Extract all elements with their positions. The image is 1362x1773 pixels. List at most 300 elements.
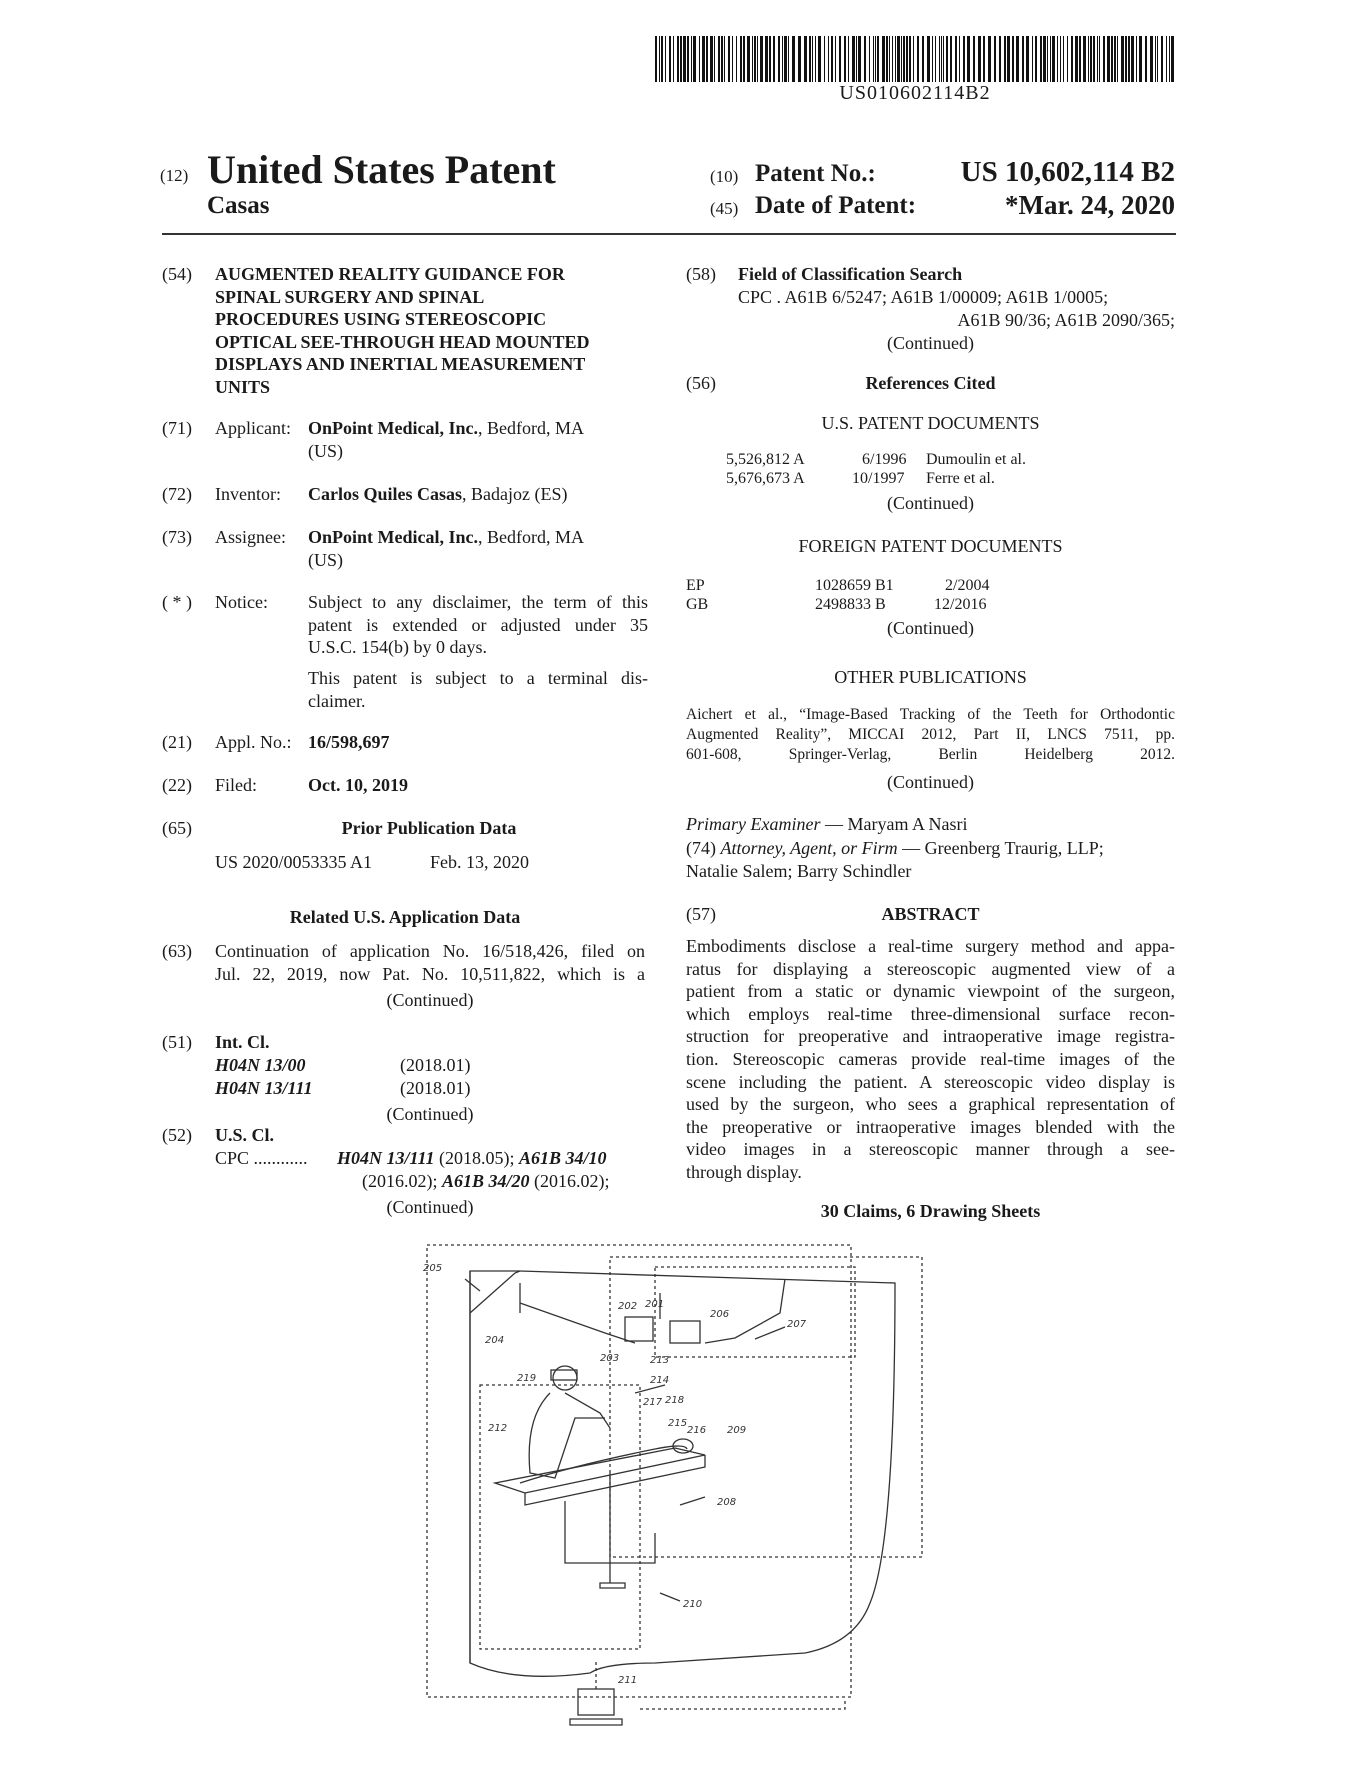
barcode-bar (718, 36, 720, 82)
ref-label: 216 (687, 1425, 707, 1436)
barcode-bar (922, 36, 924, 82)
title-line: SPINAL SURGERY AND SPINAL (215, 286, 485, 307)
abstract-line: ratus for displaying a stereoscopic augmented view of a (686, 958, 1175, 979)
inventor (308, 483, 567, 506)
keyboard (570, 1719, 622, 1725)
barcode-bar (1114, 36, 1116, 82)
barcode-bar (732, 36, 733, 82)
barcode-bar (1171, 36, 1174, 82)
abstract-line: the preoperative or intraoperative images blended with the (686, 1116, 1175, 1137)
barcode-bar (1117, 36, 1118, 82)
applicant-country: (US) (308, 441, 343, 461)
dashed-frame (427, 1245, 851, 1697)
foreign-doc-country: GB (686, 596, 709, 613)
barcode-bar (1004, 36, 1006, 82)
barcode-bar (897, 36, 900, 82)
date-of-patent: *Mar. 24, 2020 (1005, 190, 1175, 220)
barcode-bar (1128, 36, 1130, 82)
ref-label: 210 (683, 1599, 703, 1610)
barcode-bar (967, 36, 970, 82)
title-line: DISPLAYS AND INERTIAL MEASUREMENT (215, 354, 586, 374)
barcode-bar (798, 36, 801, 82)
notice-label: Notice: (215, 592, 268, 612)
applicant (308, 417, 584, 440)
primary-examiner (686, 813, 967, 836)
barcode-bar (724, 36, 725, 82)
abstract-text (686, 935, 1175, 1184)
ref-label: 208 (717, 1497, 737, 1508)
barcode-bar (1107, 36, 1110, 82)
examiner-name: — Maryam A Nasri (820, 814, 968, 834)
barcode-bar (1161, 36, 1163, 82)
barcode-bar (1012, 36, 1014, 82)
attorney-line: Natalie Salem; Barry Schindler (686, 861, 912, 881)
barcode-bar (1016, 36, 1019, 82)
code-73: (73) (162, 527, 192, 547)
barcode-bar (677, 36, 679, 82)
barcode-bar (1097, 36, 1098, 82)
assignee (308, 526, 584, 549)
monitor (578, 1689, 614, 1715)
barcode-bar (1043, 36, 1046, 82)
barcode-bar (935, 36, 936, 82)
surgeon-body (529, 1393, 605, 1478)
barcode-bar (901, 36, 902, 82)
abstract-line: which employs real-time three-dimensional surface recon- (686, 1003, 1175, 1024)
cpc-code: A61B 34/20 (442, 1171, 530, 1191)
inventor-location: , Badajoz (ES) (462, 484, 568, 504)
date-label: Date of Patent: (755, 192, 917, 219)
barcode-bar (773, 36, 775, 82)
applicant-label: Applicant: (215, 418, 291, 438)
barcode-bar (943, 36, 944, 82)
barcode-bar (999, 36, 1001, 82)
foreign-doc-number: 1028659 B1 (815, 577, 894, 594)
ref-label: 219 (517, 1373, 537, 1384)
terminal-line: claimer. (308, 690, 366, 711)
barcode-bar (665, 36, 666, 82)
continued-text: (Continued) (887, 772, 974, 792)
barcode-bar (721, 36, 723, 82)
abstract-line: Embodiments disclose a real-time surgery method and appa- (686, 936, 1175, 956)
barcode-bar (973, 36, 975, 82)
terminal-disclaimer (308, 667, 648, 712)
barcode-bar (743, 36, 745, 82)
barcode-bar (736, 36, 737, 82)
continued-text: (Continued) (887, 493, 974, 513)
barcode-bar (1093, 36, 1095, 82)
camera-left (625, 1317, 653, 1341)
barcode-bar (882, 36, 885, 82)
barcode-bar (728, 36, 730, 82)
abstract-line: video images in a stereoscopic manner through a see- (686, 1139, 1175, 1160)
barcode-bar (892, 36, 893, 82)
barcode-bar (1057, 36, 1058, 82)
signal-line (640, 1699, 845, 1709)
publication-number: US010602114B2 (839, 82, 991, 104)
attorney (686, 837, 1104, 860)
barcode-bar (983, 36, 985, 82)
title-line: PROCEDURES USING STEREOSCOPIC (215, 309, 547, 329)
barcode-bar (1040, 36, 1042, 82)
notice-line: U.S.C. 154(b) by 0 days. (308, 637, 487, 657)
prior-pub-heading: Prior Publication Data (341, 818, 517, 838)
barcode-bar (687, 36, 689, 82)
us-doc-date: 10/1997 (852, 470, 905, 487)
barcode-bar (889, 36, 890, 82)
barcode-bar (1083, 36, 1086, 82)
barcode-bar (804, 36, 807, 82)
barcode-bar (680, 36, 682, 82)
operating-table (495, 1448, 705, 1493)
code-notice: ( * ) (162, 592, 192, 612)
ref-label: 204 (485, 1335, 505, 1346)
code-74: (74) (686, 838, 716, 858)
barcode-bar (782, 36, 783, 82)
assignee-name: OnPoint Medical, Inc. (308, 527, 478, 547)
barcode-bar (655, 36, 657, 82)
barcode-bar (959, 36, 960, 82)
barcode-bar (844, 36, 846, 82)
barcode-bar (757, 36, 758, 82)
barcode-bar (848, 36, 849, 82)
barcode-bar (994, 36, 996, 82)
foreign-doc-date: 2/2004 (945, 577, 990, 594)
barcode-bar (1125, 36, 1127, 82)
barcode-bar (1169, 36, 1170, 82)
barcode-bar (946, 36, 948, 82)
foreign-docs-heading: FOREIGN PATENT DOCUMENTS (798, 536, 1063, 556)
barcode-bar (1090, 36, 1092, 82)
cpc-code: A61B 34/10 (519, 1148, 607, 1168)
barcode-bar (1150, 36, 1153, 82)
ref-label: 201 (645, 1299, 665, 1310)
cpc-year: (2018.05); (434, 1148, 520, 1168)
abstract-heading: ABSTRACT (881, 904, 980, 924)
barcode-bar (903, 36, 905, 82)
us-doc-number: 5,676,673 A (726, 470, 805, 487)
ref-label: 206 (710, 1309, 730, 1320)
other-pubs-line: Aichert et al., “Image-Based Tracking of the Teeth for Orthodontic (686, 706, 1175, 723)
table-side (525, 1455, 705, 1505)
barcode-bar (913, 36, 914, 82)
ref-label: 203 (600, 1353, 620, 1364)
camera-right (670, 1321, 700, 1343)
foreign-doc-country: EP (686, 577, 705, 594)
abstract-line: tion. Stereoscopic cameras provide real-time images of the (686, 1048, 1175, 1069)
barcode-bar (1052, 36, 1055, 82)
ref-label: 213 (650, 1355, 670, 1366)
barcode-bar (1157, 36, 1158, 82)
ref-label: 214 (650, 1375, 670, 1386)
barcode-bar (1075, 36, 1078, 82)
abstract-line: through display. (686, 1161, 802, 1182)
barcode-bar (1121, 36, 1124, 82)
barcode-bar (699, 36, 700, 82)
barcode-bar (917, 36, 919, 82)
barcode-bar (1145, 36, 1147, 82)
code-54: (54) (162, 264, 192, 284)
barcode-bar (1079, 36, 1081, 82)
applicant-location: , Bedford, MA (478, 418, 584, 438)
barcode-bar (1026, 36, 1029, 82)
applicant-name: OnPoint Medical, Inc. (308, 418, 478, 438)
abstract-line: patient from a static or dynamic viewpoint of the surgeon, (686, 981, 1175, 1002)
int-cl-code: H04N 13/111 (215, 1078, 313, 1098)
ref-label: 212 (488, 1423, 508, 1434)
field-line: CPC . A61B 6/5247; A61B 1/00009; A61B 1/0005; (738, 287, 1109, 307)
leader-line (755, 1327, 785, 1339)
barcode-bar (1047, 36, 1048, 82)
barcode-bar (1050, 36, 1051, 82)
terminal-line: This patent is subject to a terminal dis- (308, 668, 648, 688)
barcode-bar (932, 36, 933, 82)
barcode-bar (765, 36, 768, 82)
barcode-bar (1131, 36, 1134, 82)
code-56: (56) (686, 373, 716, 393)
code-45: (45) (710, 199, 739, 218)
barcode-bar (1136, 36, 1137, 82)
title-line: AUGMENTED REALITY GUIDANCE FOR (215, 264, 565, 284)
ref-label: 211 (618, 1675, 638, 1686)
barcode-bar (691, 36, 692, 82)
barcode-bar (812, 36, 813, 82)
cpc-year: (2016.02); (529, 1171, 610, 1191)
barcode-bar (852, 36, 855, 82)
barcode-bar (710, 36, 713, 82)
refs-heading: References Cited (865, 373, 996, 393)
ref-label: 207 (787, 1319, 807, 1330)
barcode-bar (669, 36, 671, 82)
ref-label: 209 (727, 1425, 747, 1436)
examiner-label: Primary Examiner (686, 814, 821, 834)
patent-no-label: Patent No.: (755, 160, 876, 187)
leader-line (660, 1593, 680, 1601)
abstract-line: scene including the patient. A stereoscopic video display is (686, 1071, 1175, 1092)
barcode-bar (828, 36, 829, 82)
filed-label: Filed: (215, 775, 258, 795)
notice-line: patent is extended or adjusted under 35 (308, 614, 648, 635)
int-cl-label: Int. Cl. (215, 1032, 270, 1052)
field-line: A61B 90/36; A61B 2090/365; (957, 310, 1175, 330)
barcode-bar (1060, 36, 1061, 82)
surgeon-arm (565, 1393, 610, 1428)
barcode-bar (754, 36, 756, 82)
continuation-text (215, 940, 645, 985)
barcode-bar (895, 36, 896, 82)
barcode-bar (747, 36, 750, 82)
us-cl-label: U.S. Cl. (215, 1125, 275, 1145)
barcode-bar (1111, 36, 1113, 82)
barcode-bar (706, 36, 708, 82)
barcode-bar (875, 36, 876, 82)
barcode-bar (818, 36, 821, 82)
barcode-bar (1007, 36, 1010, 82)
barcode-bar (809, 36, 811, 82)
code-10: (10) (710, 167, 739, 186)
barcode-bar (886, 36, 888, 82)
ref-label: 217 (643, 1397, 663, 1408)
code-51: (51) (162, 1032, 192, 1052)
barcode-bar (1032, 36, 1033, 82)
int-cl-code: H04N 13/00 (215, 1055, 306, 1075)
code-57: (57) (686, 904, 716, 924)
barcode-bar (714, 36, 715, 82)
barcode-bar (963, 36, 965, 82)
barcode-bar (740, 36, 742, 82)
barcode-bar (831, 36, 833, 82)
inventor-name: Carlos Quiles Casas (308, 484, 463, 504)
appl-no: 16/598,697 (308, 732, 390, 752)
barcode-bar (1067, 36, 1068, 82)
notice-line: Subject to any disclaimer, the term of this (308, 592, 648, 612)
barcode-bar (869, 36, 870, 82)
barcode-bar (873, 36, 874, 82)
cpc-year: (2016.02); (362, 1171, 442, 1191)
continued-text: (Continued) (887, 333, 974, 353)
ref-label: 202 (618, 1301, 638, 1312)
title-line: UNITS (215, 376, 271, 397)
us-doc-number: 5,526,812 A (726, 451, 805, 468)
abstract-line: used by the surgeon, who sees a graphical representation of (686, 1094, 1175, 1115)
barcode-bar (769, 36, 771, 82)
code-58: (58) (686, 264, 716, 284)
barcode-bar (1088, 36, 1089, 82)
us-doc-date: 6/1996 (862, 451, 907, 468)
attorney-label: Attorney, Agent, or Firm (720, 838, 898, 858)
barcode-bar (877, 36, 879, 82)
foreign-doc-date: 12/2016 (934, 596, 987, 613)
other-pubs-heading: OTHER PUBLICATIONS (834, 667, 1027, 687)
abstract-line: struction for preoperative and intraoperative image registra- (686, 1026, 1175, 1047)
continued-text: (Continued) (887, 618, 974, 638)
barcode-bar (906, 36, 908, 82)
field-heading: Field of Classification Search (738, 264, 963, 284)
patent-no: US 10,602,114 B2 (960, 156, 1175, 188)
barcode-bar (1155, 36, 1156, 82)
barcode-bar (824, 36, 825, 82)
barcode-bar (659, 36, 660, 82)
continuation-line: Continuation of application No. 16/518,426, filed on (215, 941, 645, 961)
barcode-bar (909, 36, 911, 82)
barcode-bar (1022, 36, 1024, 82)
code-22: (22) (162, 775, 192, 795)
invention-title (215, 263, 655, 398)
barcode-bar (673, 36, 674, 82)
code-12: (12) (160, 166, 189, 185)
cpc-line-2 (362, 1170, 610, 1193)
barcode-bar (1063, 36, 1064, 82)
us-doc-name: Ferre et al. (926, 470, 995, 487)
us-docs-heading: U.S. PATENT DOCUMENTS (821, 413, 1040, 433)
barcode-bar (784, 36, 787, 82)
prior-pub-no: US 2020/0053335 A1 (215, 852, 373, 872)
continuation-line: Jul. 22, 2019, now Pat. No. 10,511,822, which is a (215, 963, 645, 984)
barcode-bar (661, 36, 663, 82)
other-pubs-line: Augmented Reality”, MICCAI 2012, Part II, LNCS 7511, pp. (686, 726, 1175, 743)
continued-text: (Continued) (386, 990, 474, 1010)
barcode-bar (683, 36, 686, 82)
continued-text: (Continued) (386, 1197, 474, 1217)
barcode-bar (792, 36, 795, 82)
foreign-doc-number: 2498833 B (815, 596, 886, 613)
cpc-label: CPC ............ (215, 1148, 308, 1168)
prior-pub-date: Feb. 13, 2020 (430, 852, 529, 872)
barcode-bar (1103, 36, 1105, 82)
barcode-bar (864, 36, 866, 82)
barcode-bar (1166, 36, 1167, 82)
barcode-bar (1139, 36, 1142, 82)
barcode-bar (1099, 36, 1100, 82)
barcode (655, 36, 1175, 82)
barcode-bar (835, 36, 836, 82)
ceiling-edge (470, 1271, 520, 1313)
code-52: (52) (162, 1125, 192, 1145)
other-pubs-line: 601-608, Springer-Verlag, Berlin Heidelberg 2012. (686, 746, 1175, 763)
us-doc-name: Dumoulin et al. (926, 451, 1026, 468)
barcode-bar (978, 36, 981, 82)
assignee-location: , Bedford, MA (478, 527, 584, 547)
attorney-name: — Greenberg Traurig, LLP; (897, 838, 1104, 858)
barcode-bar (950, 36, 952, 82)
barcode-bar (778, 36, 780, 82)
code-71: (71) (162, 418, 192, 438)
inventor-short: Casas (207, 192, 270, 219)
filed-date: Oct. 10, 2019 (308, 775, 408, 795)
barcode-bar (939, 36, 940, 82)
title-line: OPTICAL SEE-THROUGH HEAD MOUNTED (215, 331, 590, 352)
code-21: (21) (162, 732, 192, 752)
leader-line (680, 1497, 705, 1505)
barcode-bar (858, 36, 861, 82)
barcode-bar (760, 36, 763, 82)
barcode-bar (752, 36, 753, 82)
representative-figure (425, 1243, 925, 1733)
ref-label: 215 (668, 1418, 688, 1429)
barcode-bar (927, 36, 930, 82)
appl-label: Appl. No.: (215, 732, 292, 752)
int-cl-year: (2018.01) (400, 1055, 471, 1075)
document-title: United States Patent (207, 147, 556, 192)
barcode-bar (788, 36, 789, 82)
related-heading: Related U.S. Application Data (289, 907, 521, 927)
barcode-bar (839, 36, 841, 82)
barcode-bar (856, 36, 857, 82)
barcode-bar (702, 36, 705, 82)
barcode-bar (693, 36, 696, 82)
header-rule (162, 233, 1176, 235)
code-63: (63) (162, 941, 192, 961)
notice-text (308, 591, 648, 659)
table-pedestal (600, 1473, 625, 1588)
inventor-label: Inventor: (215, 484, 281, 504)
ref-label: 218 (665, 1395, 685, 1406)
cpc-code: H04N 13/111 (337, 1148, 435, 1168)
barcode-bar (1071, 36, 1073, 82)
cpc-line-1 (337, 1147, 607, 1170)
other-pubs-text (686, 705, 1175, 765)
ref-label: 205 (423, 1263, 443, 1274)
assignee-country: (US) (308, 550, 343, 570)
barcode-bar (1035, 36, 1037, 82)
barcode-bar (941, 36, 942, 82)
int-cl-year: (2018.01) (400, 1078, 471, 1098)
barcode-bar (988, 36, 991, 82)
assignee-label: Assignee: (215, 527, 286, 547)
continued-text: (Continued) (386, 1104, 474, 1124)
code-72: (72) (162, 484, 192, 504)
barcode-bar (955, 36, 957, 82)
